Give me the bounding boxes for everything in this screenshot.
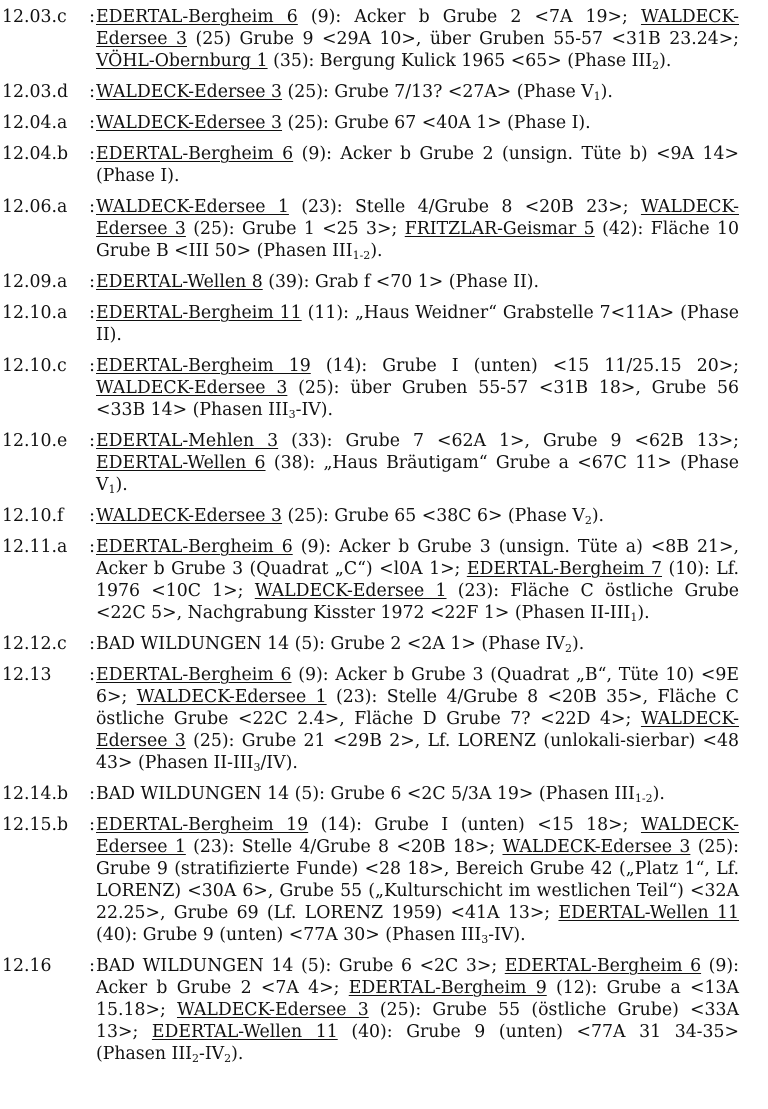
entry-text-segment: -IV). [488, 925, 526, 945]
catalog-entry [0, 196, 768, 262]
code-separator: : [89, 956, 95, 976]
entry-text-segment: (25): Grube 1 <25 3>; [185, 219, 405, 239]
site-name: EDERTAL-Wellen 11 [151, 1022, 338, 1042]
entry-text-segment: (23): Stelle 4/Grube 8 <20B 35>, Fläche C östliche Grube <22C 2.4>, Fläche D Grube 7? <22D 4>; [96, 687, 739, 729]
site-name: WALDECK-Edersee 3 [96, 378, 288, 398]
entry-text-segment: ). [572, 634, 585, 654]
entry-code-label: 12.06.a [2, 197, 68, 217]
entry-text [96, 302, 739, 346]
phase-subscript: 1-2 [634, 792, 653, 805]
entry-text-segment: (14): Grube I (unten) <15 11/25.15 20>; [310, 356, 739, 376]
entry-code-label: 12.13 [2, 665, 52, 685]
site-name: WALDECK-Edersee 3 [176, 1000, 369, 1020]
code-separator: : [89, 634, 95, 654]
entry-list [0, 6, 768, 1065]
phase-subscript: 1 [108, 483, 116, 496]
phase-subscript: 2 [224, 1052, 232, 1065]
entry-text-segment: (25): Grube 55 (östliche Grube) <33A 13>; [96, 1000, 739, 1042]
site-name: EDERTAL-Wellen 11 [558, 903, 740, 923]
site-name: EDERTAL-Bergheim 6 [96, 537, 293, 557]
entry-text-segment: ). [652, 784, 665, 804]
entry-text-segment: (35): Bergung Kulick 1965 <65> (Phase III [267, 51, 653, 71]
entry-text-segment: ). [370, 241, 383, 261]
catalog-entry [0, 814, 768, 946]
entry-text-segment: (33): Grube 7 <62A 1>, Grube 9 <62B 13>; [278, 431, 740, 451]
entry-code [0, 783, 96, 805]
phase-subscript: 1 [630, 611, 638, 624]
entry-text-segment: -IV [199, 1044, 225, 1064]
site-name: EDERTAL-Bergheim 6 [504, 956, 702, 976]
entry-text-segment: (23): Stelle 4/Grube 8 <20B 18>; [185, 837, 503, 857]
entry-code [0, 302, 96, 346]
site-name: WALDECK-Edersee 3 [96, 709, 739, 751]
entry-code [0, 355, 96, 421]
entry-text [96, 955, 739, 1065]
entry-text-segment: (25) Grube 9 <29A 10>, über Gruben 55-57 <31B 23.24>; [187, 29, 739, 49]
catalog-entry [0, 81, 768, 103]
entry-text-segment: (10): Lf. 1976 <10C 1>; [96, 559, 739, 601]
catalog-entry [0, 271, 768, 293]
site-name: WALDECK-Edersee 3 [96, 197, 739, 239]
catalog-entry [0, 955, 768, 1065]
site-name: EDERTAL-Bergheim 11 [96, 303, 302, 323]
entry-text [96, 783, 739, 805]
entry-text-segment: (9): Acker b Grube 2 <7A 19>; [297, 7, 641, 27]
entry-code [0, 505, 96, 527]
code-separator: : [89, 784, 95, 804]
entry-text [96, 633, 739, 655]
phase-subscript: 2 [192, 1052, 200, 1065]
phase-subscript: 3 [288, 408, 296, 421]
catalog-entry [0, 143, 768, 187]
site-name: EDERTAL-Bergheim 7 [466, 559, 662, 579]
code-separator: : [89, 665, 95, 685]
site-name: WALDECK-Edersee 3 [96, 82, 283, 102]
entry-text-segment: ). [115, 475, 128, 495]
site-name: VÖHL-Obernburg 1 [96, 51, 268, 71]
code-separator: : [89, 815, 95, 835]
entry-text-segment: (25): Grube 21 <29B 2>, Lf. LORENZ (unlokali-sierbar) <48 43> (Phasen II-III [96, 731, 739, 773]
entry-text [96, 505, 739, 527]
entry-code-label: 12.12.c [2, 634, 67, 654]
site-name: FRITZLAR-Geismar 5 [404, 219, 595, 239]
entry-text [96, 814, 739, 946]
site-name: WALDECK-Edersee 1 [136, 687, 327, 707]
entry-code-label: 12.15.b [2, 815, 69, 835]
site-name: WALDECK-Edersee 1 [96, 815, 739, 857]
entry-code [0, 633, 96, 655]
entry-text [96, 81, 739, 103]
entry-text-segment: (25): Grube 65 <38C 6> (Phase V [282, 506, 585, 526]
entry-code-label: 12.10.e [2, 431, 68, 451]
code-separator: : [89, 272, 95, 292]
site-name: EDERTAL-Bergheim 9 [348, 978, 547, 998]
entry-code [0, 81, 96, 103]
site-name: EDERTAL-Wellen 6 [96, 453, 266, 473]
catalog-entry [0, 633, 768, 655]
entry-text-segment: (23): Fläche C östliche Grube <22C 5>, Nachgrabung Kisster 1972 <22F 1> (Phasen II-III [96, 581, 739, 623]
code-separator: : [89, 303, 95, 323]
entry-code-label: 12.04.a [2, 113, 68, 133]
entry-code-label: 12.11.a [2, 537, 68, 557]
entry-text-segment: (40): Grube 9 (unten) <77A 30> (Phasen III [96, 925, 482, 945]
code-separator: : [89, 82, 95, 102]
entry-text [96, 112, 739, 134]
entry-text-segment: ). [231, 1044, 244, 1064]
site-name: WALDECK-Edersee 1 [254, 581, 447, 601]
entry-text-segment: (9): Acker b Grube 2 (unsign. Tüte b) <9A 14> (Phase I). [96, 144, 739, 186]
entry-text-segment: (40): Grube 9 (unten) <77A 31 34-35> (Phasen III [96, 1022, 739, 1064]
site-name: EDERTAL-Bergheim 19 [96, 815, 309, 835]
entry-code-label: 12.16 [2, 956, 52, 976]
phase-subscript: 1 [593, 90, 601, 103]
entry-text [96, 536, 739, 624]
site-name: EDERTAL-Bergheim 6 [96, 665, 292, 685]
site-name: WALDECK-Edersee 3 [96, 7, 739, 49]
entry-text [96, 196, 739, 262]
code-separator: : [89, 356, 95, 376]
entry-code [0, 536, 96, 624]
phase-subscript: 3 [481, 933, 489, 946]
catalog-entry [0, 664, 768, 774]
entry-text [96, 430, 739, 496]
code-separator: : [89, 506, 95, 526]
catalog-entry [0, 112, 768, 134]
phase-subscript: 2 [565, 642, 573, 655]
entry-text-segment: (9): Acker b Grube 3 (unsign. Tüte a) <8B 21>, Acker b Grube 3 (Quadrat „C“) <l0A 1>; [96, 537, 739, 579]
entry-text-segment: BAD WILDUNGEN 14 (5): Grube 6 <2C 5/3A 19> (Phasen III [96, 784, 635, 804]
catalog-entry [0, 783, 768, 805]
phase-subscript: 2 [652, 59, 660, 72]
code-separator: : [89, 7, 95, 27]
entry-text-segment: (25): Grube 7/13? <27A> (Phase V [282, 82, 594, 102]
code-separator: : [89, 113, 95, 133]
entry-text [96, 271, 739, 293]
entry-text-segment: ). [591, 506, 605, 526]
entry-code [0, 955, 96, 1065]
entry-code-label: 12.04.b [2, 144, 69, 164]
code-separator: : [89, 197, 95, 217]
entry-code [0, 814, 96, 946]
phase-subscript: 3 [253, 761, 261, 774]
site-name: EDERTAL-Mehlen 3 [96, 431, 279, 451]
entry-text [96, 355, 739, 421]
entry-code [0, 196, 96, 262]
entry-text-segment: (25): über Gruben 55-57 <31B 18>, Grube 56 <33B 14> (Phasen III [96, 378, 739, 420]
entry-text-segment: (14): Grube I (unten) <15 18>; [308, 815, 641, 835]
site-name: WALDECK-Edersee 3 [96, 506, 283, 526]
entry-code-label: 12.03.d [2, 82, 69, 102]
site-name: EDERTAL-Bergheim 6 [96, 144, 294, 164]
catalog-entry [0, 536, 768, 624]
entry-text [96, 143, 739, 187]
entry-text-segment: (25): Grube 9 (stratifizierte Funde) <28 18>, Bereich Grube 42 („Platz 1“, Lf. LORENZ) <30A 6>, Grube 55 („Kulturschicht im westlichen Teil“) <32A 22.25>, Grube 69 (Lf. LORENZ 1959) <41A 13>; [96, 837, 739, 923]
catalog-entry [0, 6, 768, 72]
site-name: EDERTAL-Bergheim 6 [96, 7, 298, 27]
entry-text-segment: BAD WILDUNGEN 14 (5): Grube 2 <2A 1> (Phase IV [96, 634, 566, 654]
entry-code [0, 664, 96, 774]
entry-text-segment: ). [659, 51, 672, 71]
entry-text-segment: -IV). [295, 400, 334, 420]
code-separator: : [89, 431, 95, 451]
entry-code [0, 6, 96, 72]
entry-text [96, 664, 739, 774]
phase-subscript: 2 [584, 514, 592, 527]
entry-text-segment: (9): Acker b Grube 2 <7A 4>; [96, 956, 739, 998]
entry-code-label: 12.09.a [2, 272, 68, 292]
entry-text-segment: (25): Grube 67 <40A 1> (Phase I). [282, 113, 591, 133]
entry-code [0, 112, 96, 134]
site-name: EDERTAL-Bergheim 19 [96, 356, 311, 376]
entry-text-segment: (39): Grab f <70 1> (Phase II). [262, 272, 540, 292]
entry-code [0, 430, 96, 496]
entry-code-label: 12.10.c [2, 356, 67, 376]
entry-code-label: 12.03.c [2, 7, 67, 27]
entry-text-segment: (38): „Haus Bräutigam“ Grube a <67C 11> (Phase V [96, 453, 739, 495]
entry-text-segment: BAD WILDUNGEN 14 (5): Grube 6 <2C 3>; [96, 956, 505, 976]
catalog-entry [0, 355, 768, 421]
entry-code-label: 12.10.a [2, 303, 68, 323]
entry-code [0, 271, 96, 293]
entry-text-segment: /IV). [260, 753, 298, 773]
entry-code [0, 143, 96, 187]
entry-text-segment: (23): Stelle 4/Grube 8 <20B 23>; [288, 197, 641, 217]
catalog-entry [0, 302, 768, 346]
catalog-entry [0, 505, 768, 527]
site-name: WALDECK-Edersee 3 [502, 837, 691, 857]
site-name: WALDECK-Edersee 1 [96, 197, 289, 217]
site-name: EDERTAL-Wellen 8 [96, 272, 263, 292]
entry-code-label: 12.10.f [2, 506, 64, 526]
entry-text [96, 6, 739, 72]
entry-text-segment: (42): Fläche 10 Grube B <III 50> (Phasen III [96, 219, 739, 261]
phase-subscript: 1-2 [352, 249, 371, 262]
site-name: WALDECK-Edersee 3 [96, 113, 283, 133]
code-separator: : [89, 144, 95, 164]
entry-text-segment: ). [600, 82, 613, 102]
entry-text-segment: ). [637, 603, 650, 623]
catalog-entry [0, 430, 768, 496]
entry-text-segment: (9): Acker b Grube 3 (Quadrat „B“, Tüte 10) <9E 6>; [96, 665, 739, 707]
entry-text-segment: (12): Grube a <13A 15.18>; [96, 978, 740, 1020]
code-separator: : [89, 537, 95, 557]
entry-code-label: 12.14.b [2, 784, 69, 804]
entry-text-segment: (11): „Haus Weidner“ Grabstelle 7<11A> (Phase II). [96, 303, 739, 345]
